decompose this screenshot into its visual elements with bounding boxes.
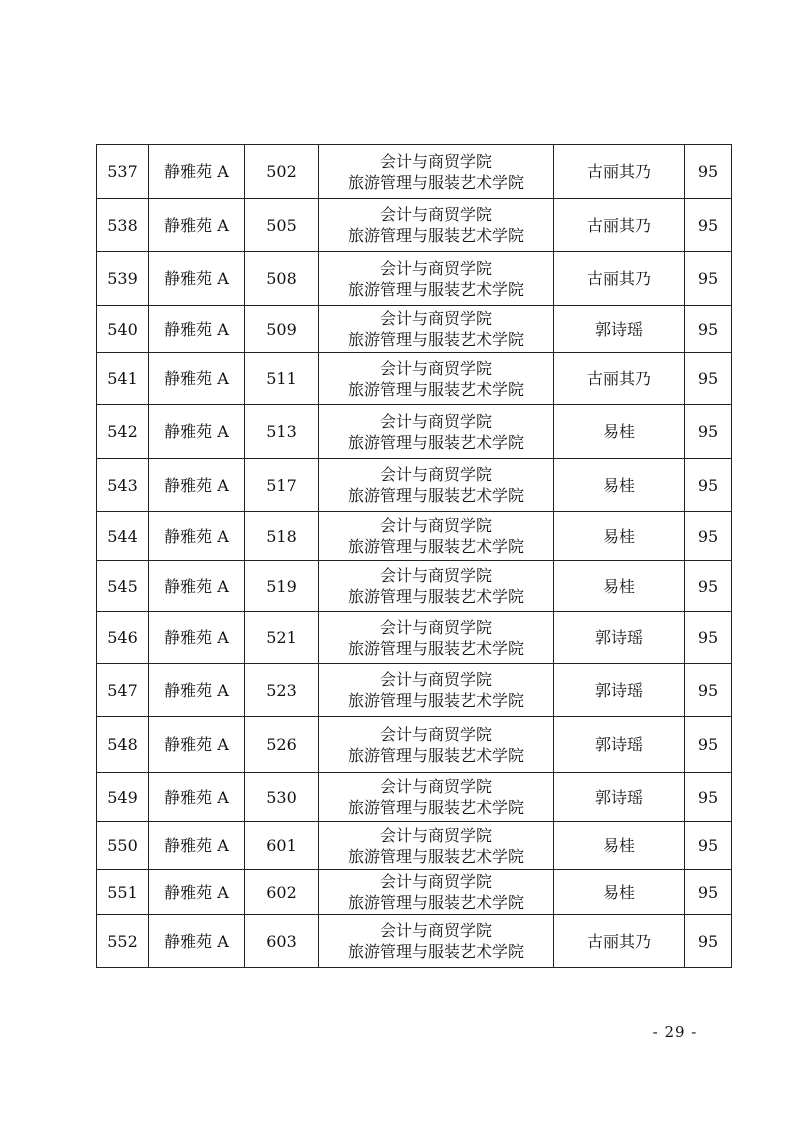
college-line-1: 会计与商贸学院	[379, 358, 492, 378]
college-line-2: 旅游管理与服装艺术学院	[347, 846, 524, 866]
row-number-cell: 550	[97, 822, 149, 870]
building-cell: 静雅苑 A	[149, 664, 245, 717]
counselor-cell: 郭诗瑶	[554, 612, 685, 664]
table-row	[97, 773, 732, 822]
room-cell: 519	[245, 561, 319, 612]
college-cell	[319, 822, 554, 870]
page-number: - 29 -	[652, 1023, 698, 1041]
score-cell: 95	[685, 353, 732, 405]
room-cell: 601	[245, 822, 319, 870]
table-row	[97, 717, 732, 773]
building-cell: 静雅苑 A	[149, 561, 245, 612]
building-cell: 静雅苑 A	[149, 145, 245, 199]
counselor-cell: 易桂	[554, 870, 685, 915]
score-cell: 95	[685, 145, 732, 199]
row-number-cell: 549	[97, 773, 149, 822]
building-cell: 静雅苑 A	[149, 306, 245, 353]
room-cell: 602	[245, 870, 319, 915]
score-cell: 95	[685, 512, 732, 561]
row-number-cell: 539	[97, 252, 149, 306]
table-row	[97, 870, 732, 915]
counselor-cell: 古丽其乃	[554, 145, 685, 199]
college-line-1: 会计与商贸学院	[379, 309, 492, 328]
score-cell: 95	[685, 664, 732, 717]
building-cell: 静雅苑 A	[149, 870, 245, 915]
table-row	[97, 561, 732, 612]
room-cell: 508	[245, 252, 319, 306]
room-cell: 517	[245, 459, 319, 512]
room-cell: 521	[245, 612, 319, 664]
row-number-cell: 544	[97, 512, 149, 561]
row-number-cell: 551	[97, 870, 149, 915]
dormitory-score-table	[96, 144, 732, 968]
row-number-cell: 542	[97, 405, 149, 459]
score-cell: 95	[685, 199, 732, 252]
table-body	[97, 145, 732, 968]
college-line-1: 会计与商贸学院	[379, 516, 492, 535]
counselor-cell: 易桂	[554, 561, 685, 612]
building-cell: 静雅苑 A	[149, 612, 245, 664]
college-line-1: 会计与商贸学院	[379, 872, 492, 891]
score-cell: 95	[685, 561, 732, 612]
college-line-1: 会计与商贸学院	[379, 151, 492, 171]
college-cell	[319, 252, 554, 306]
college-cell	[319, 405, 554, 459]
score-cell: 95	[685, 306, 732, 353]
college-line-1: 会计与商贸学院	[379, 670, 492, 689]
college-line-2: 旅游管理与服装艺术学院	[347, 226, 524, 245]
building-cell: 静雅苑 A	[149, 915, 245, 968]
college-cell	[319, 773, 554, 822]
college-cell	[319, 561, 554, 612]
college-line-1: 会计与商贸学院	[379, 258, 492, 278]
row-number-cell: 552	[97, 915, 149, 968]
college-line-1: 会计与商贸学院	[379, 825, 492, 845]
building-cell: 静雅苑 A	[149, 459, 245, 512]
row-number-cell: 543	[97, 459, 149, 512]
college-line-1: 会计与商贸学院	[379, 777, 492, 796]
row-number-cell: 545	[97, 561, 149, 612]
table-row	[97, 612, 732, 664]
room-cell: 603	[245, 915, 319, 968]
college-line-2: 旅游管理与服装艺术学院	[347, 330, 524, 349]
row-number-cell: 546	[97, 612, 149, 664]
room-cell: 518	[245, 512, 319, 561]
building-cell: 静雅苑 A	[149, 252, 245, 306]
room-cell: 526	[245, 717, 319, 773]
table-row	[97, 306, 732, 353]
college-line-2: 旅游管理与服装艺术学院	[347, 691, 524, 710]
college-line-2: 旅游管理与服装艺术学院	[347, 942, 524, 961]
score-cell: 95	[685, 405, 732, 459]
college-cell	[319, 870, 554, 915]
counselor-cell: 易桂	[554, 822, 685, 870]
college-line-2: 旅游管理与服装艺术学院	[347, 486, 524, 505]
table-row	[97, 822, 732, 870]
college-cell	[319, 717, 554, 773]
score-cell: 95	[685, 773, 732, 822]
table-row	[97, 199, 732, 252]
counselor-cell: 易桂	[554, 459, 685, 512]
building-cell: 静雅苑 A	[149, 773, 245, 822]
table-row	[97, 252, 732, 306]
counselor-cell: 郭诗瑶	[554, 664, 685, 717]
college-cell	[319, 459, 554, 512]
building-cell: 静雅苑 A	[149, 405, 245, 459]
score-cell: 95	[685, 915, 732, 968]
college-line-2: 旅游管理与服装艺术学院	[347, 798, 524, 817]
college-line-1: 会计与商贸学院	[379, 465, 492, 484]
counselor-cell: 郭诗瑶	[554, 306, 685, 353]
room-cell: 523	[245, 664, 319, 717]
college-line-2: 旅游管理与服装艺术学院	[347, 172, 524, 192]
college-line-1: 会计与商贸学院	[379, 411, 492, 431]
score-cell: 95	[685, 252, 732, 306]
row-number-cell: 538	[97, 199, 149, 252]
college-line-2: 旅游管理与服装艺术学院	[347, 432, 524, 452]
table-row	[97, 145, 732, 199]
row-number-cell: 548	[97, 717, 149, 773]
table-row	[97, 664, 732, 717]
score-cell: 95	[685, 870, 732, 915]
college-line-1: 会计与商贸学院	[379, 921, 492, 940]
counselor-cell: 易桂	[554, 405, 685, 459]
score-cell: 95	[685, 822, 732, 870]
room-cell: 511	[245, 353, 319, 405]
college-cell	[319, 353, 554, 405]
room-cell: 505	[245, 199, 319, 252]
college-line-1: 会计与商贸学院	[379, 617, 492, 637]
building-cell: 静雅苑 A	[149, 822, 245, 870]
score-cell: 95	[685, 459, 732, 512]
college-cell	[319, 145, 554, 199]
college-line-2: 旅游管理与服装艺术学院	[347, 379, 524, 399]
college-line-2: 旅游管理与服装艺术学院	[347, 537, 524, 556]
table-row	[97, 459, 732, 512]
college-cell	[319, 512, 554, 561]
college-line-2: 旅游管理与服装艺术学院	[347, 587, 524, 606]
counselor-cell: 郭诗瑶	[554, 717, 685, 773]
college-cell	[319, 612, 554, 664]
college-line-2: 旅游管理与服装艺术学院	[347, 279, 524, 299]
table-row	[97, 512, 732, 561]
college-cell	[319, 306, 554, 353]
score-cell: 95	[685, 612, 732, 664]
counselor-cell: 古丽其乃	[554, 915, 685, 968]
counselor-cell: 古丽其乃	[554, 252, 685, 306]
building-cell: 静雅苑 A	[149, 512, 245, 561]
college-line-2: 旅游管理与服装艺术学院	[347, 638, 524, 658]
room-cell: 509	[245, 306, 319, 353]
college-line-1: 会计与商贸学院	[379, 566, 492, 585]
table-row	[97, 915, 732, 968]
room-cell: 530	[245, 773, 319, 822]
building-cell: 静雅苑 A	[149, 199, 245, 252]
college-cell	[319, 199, 554, 252]
college-line-1: 会计与商贸学院	[379, 205, 492, 224]
college-cell	[319, 915, 554, 968]
college-line-2: 旅游管理与服装艺术学院	[347, 893, 524, 912]
row-number-cell: 547	[97, 664, 149, 717]
building-cell: 静雅苑 A	[149, 717, 245, 773]
room-cell: 502	[245, 145, 319, 199]
counselor-cell: 郭诗瑶	[554, 773, 685, 822]
score-cell: 95	[685, 717, 732, 773]
counselor-cell: 易桂	[554, 512, 685, 561]
table-row	[97, 353, 732, 405]
room-cell: 513	[245, 405, 319, 459]
building-cell: 静雅苑 A	[149, 353, 245, 405]
college-line-2: 旅游管理与服装艺术学院	[347, 745, 524, 765]
college-line-1: 会计与商贸学院	[379, 724, 492, 744]
row-number-cell: 541	[97, 353, 149, 405]
counselor-cell: 古丽其乃	[554, 199, 685, 252]
counselor-cell: 古丽其乃	[554, 353, 685, 405]
college-cell	[319, 664, 554, 717]
table-row	[97, 405, 732, 459]
row-number-cell: 540	[97, 306, 149, 353]
row-number-cell: 537	[97, 145, 149, 199]
